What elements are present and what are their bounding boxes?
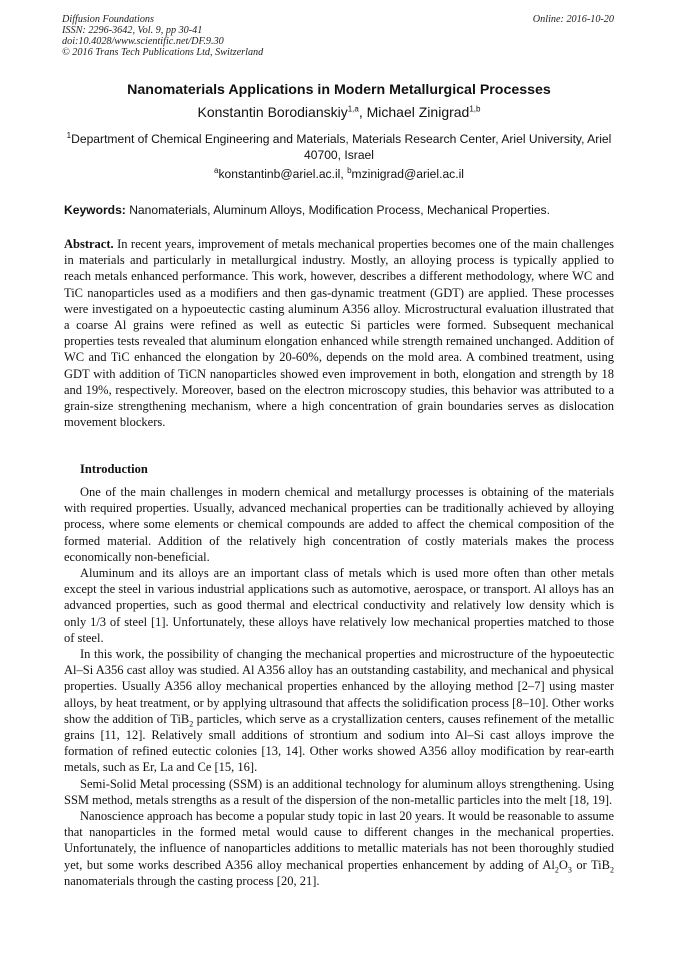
introduction-body — [64, 484, 614, 889]
chemical-subscript: 2 — [610, 865, 614, 875]
chemical-subscript: 2 — [554, 865, 559, 875]
issn-line: ISSN: 2296-3642, Vol. 9, pp 30-41 — [62, 25, 203, 36]
email-line — [0, 167, 678, 181]
journal-name: Diffusion Foundations — [62, 14, 154, 25]
abstract-label: Abstract. — [64, 237, 114, 251]
author-name: Michael Zinigrad — [366, 104, 470, 120]
email-superscript: b — [347, 165, 352, 175]
online-date: Online: 2016-10-20 — [532, 14, 614, 25]
author-line — [0, 104, 678, 120]
paragraph: One of the main challenges in modern chemical and metallurgy processes is obtaining of the materials with required properties. Usually, advanced mechanical properties can be traditionally achieved by alloying process, where some elements or chemical compounds are added to affect the chemical composition of the formed material. Addition of the relatively high concentration of costly materials makes the process economically non-beneficial. — [64, 485, 614, 564]
affiliation-text: Department of Chemical Engineering and Materials, Materials Research Center, Ariel University, Ariel 40700, Israel — [71, 132, 612, 162]
paragraph: Semi-Solid Metal processing (SSM) is an additional technology for aluminum alloys strengthening. Using SSM method, metals strengths as a result of the dispersion of the non-metallic particles into the melt [18, 19]. — [64, 776, 614, 807]
keywords — [64, 203, 624, 217]
affiliation-superscript: 1 — [66, 130, 72, 140]
email-link[interactable]: mzinigrad@ariel.ac.il — [351, 167, 464, 181]
copyright-line: © 2016 Trans Tech Publications Ltd, Switzerland — [62, 47, 264, 58]
author-separator: , — [358, 104, 367, 120]
journal-header — [62, 14, 263, 58]
email-separator: , — [340, 167, 348, 181]
author-superscript: 1,a — [347, 104, 359, 114]
keywords-text: Nanomaterials, Aluminum Alloys, Modification Process, Mechanical Properties. — [125, 203, 550, 217]
author-name: Konstantin Borodianskiy — [197, 104, 348, 120]
affiliation — [66, 131, 612, 163]
paragraph — [64, 808, 614, 889]
author-superscript: 1,b — [469, 104, 481, 114]
chemical-subscript: 2 — [189, 719, 194, 729]
section-heading: Introduction — [80, 462, 148, 476]
abstract-text: In recent years, improvement of metals mechanical properties becomes one of the main challenges in materials and particularly in metallurgical industry. Mostly, an alloying process is typically applied to reach metals enhanced performance. This work, however, describes a different methodology, where WC and TiC nanoparticles used as a modifiers and then gas-dynamic treatment (GDT) are applied. These processes were investigated on a hypoeutectic casting aluminum A356 alloy. Microstructural evaluation illustrated that a coarse Al grains were refined as well as eutectic Si particles were formed. Subsequent mechanical properties tests revealed that aluminum elongation enhanced while strength remained unchanged. Addition of WC and TiC enhanced the elongation by 20-60%, depends on the mold area. A combined treatment, using GDT with addition of TiCN nanoparticles showed even improvement in both, elongation and strength by 18 and 19%, respectively. Moreover, based on the electron microscopy studies, this behavior was attributed to a grain-size strengthening mechanism, where a high concentration of grain boundaries serves as dislocation movement blockers. — [64, 237, 614, 430]
abstract — [64, 236, 614, 430]
email-superscript: a — [214, 165, 219, 175]
paragraph-text: In this work, the possibility of changing the mechanical properties and microstructure of the hypoeutectic Al–Si A356 cast alloy was studied. Al A356 alloy has an outstanding castability, and mechanical and physical properties. Usually A356 alloy mechanical properties enhanced by the alloying method [2–7] using master alloys, by heat treatment, or by applying ultrasound that affects the solidification process [8–10]. Other works show the addition of TiB — [64, 647, 614, 726]
email-link[interactable]: konstantinb@ariel.ac.il — [218, 167, 341, 181]
paragraph — [64, 646, 614, 776]
paragraph-text: or TiB — [571, 857, 610, 872]
paragraph: Aluminum and its alloys are an important class of metals which is used more often than other metals except the steel in various industrial applications such as automotive, aerospace, or transport. Al alloys has an advanced properties, such as good thermal and electrical conductivity and relatively low density which is only 1/3 of steel [1]. Unfortunately, these alloys have relatively low mechanical properties matched to those of steel. — [64, 566, 614, 645]
paragraph-text: particles, which serve as a crystallization centers, causes refinement of the metallic grains [11, 12]. Relatively small additions of strontium and sodium into Al–Si cast alloys improve the formation of refined eutectic colonies [13, 14]. Other works showed A356 alloy modification by rear-earth metals, such as Er, La and Ce [15, 16]. — [64, 711, 614, 775]
paragraph-text: nanomaterials through the casting process [20, 21]. — [64, 873, 320, 888]
paper-title: Nanomaterials Applications in Modern Metallurgical Processes — [127, 82, 551, 98]
keywords-label: Keywords: — [64, 203, 126, 217]
paragraph-text: O — [558, 857, 568, 872]
doi-line: doi:10.4028/www.scientific.net/DF.9.30 — [62, 36, 224, 47]
chemical-subscript: 3 — [567, 865, 572, 875]
paragraph-text: Nanoscience approach has become a popular study topic in last 20 years. It would be reasonable to assume that nanoparticles in the formed metal would cause to different changes in the mechanical properties. Unfortunately, the influence of nanoparticles additions to metallic materials has not been thoroughly studied yet, but some works described A356 alloy mechanical properties enhancement by adding of Al — [64, 809, 614, 872]
